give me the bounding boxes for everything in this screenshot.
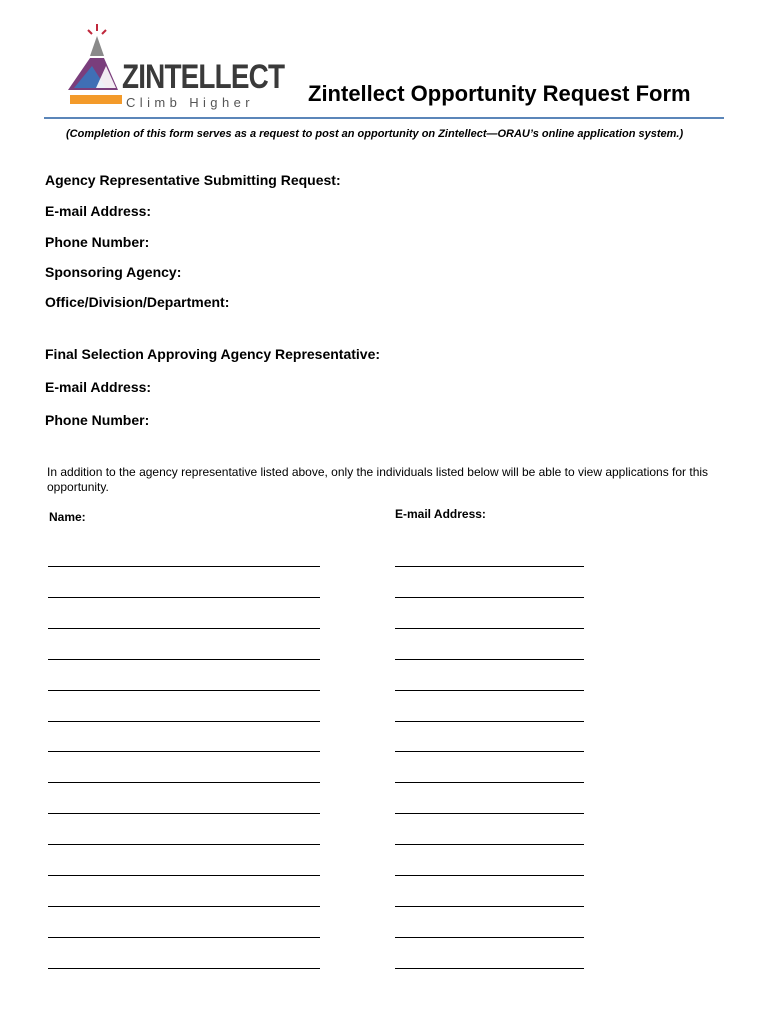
name-entry-line[interactable]	[48, 628, 320, 629]
email-entry-line[interactable]	[395, 875, 584, 876]
final-approver-heading: Final Selection Approving Agency Representative:	[45, 346, 381, 362]
email-entry-line[interactable]	[395, 813, 584, 814]
email-entry-line[interactable]	[395, 659, 584, 660]
name-entry-line[interactable]	[48, 782, 320, 783]
logo-peak	[90, 36, 104, 56]
name-entry-line[interactable]	[48, 566, 320, 567]
name-entry-line[interactable]	[48, 875, 320, 876]
name-entry-line[interactable]	[48, 597, 320, 598]
name-entry-line[interactable]	[48, 690, 320, 691]
email-entry-line[interactable]	[395, 597, 584, 598]
logo-wordmark: ZINTELLECT	[122, 58, 285, 96]
agency-rep-phone-label: Phone Number:	[45, 234, 150, 250]
office-division-label: Office/Division/Department:	[45, 294, 230, 310]
email-entry-line[interactable]	[395, 628, 584, 629]
name-entry-line[interactable]	[48, 721, 320, 722]
agency-rep-heading: Agency Representative Submitting Request:	[45, 172, 341, 188]
name-entry-line[interactable]	[48, 937, 320, 938]
email-entry-line[interactable]	[395, 751, 584, 752]
sponsoring-agency-label: Sponsoring Agency:	[45, 264, 182, 280]
viewers-note: In addition to the agency representative listed above, only the individuals listed below will be able to view applications for this opportunity.	[47, 465, 709, 494]
email-column-header: E-mail Address:	[395, 507, 486, 521]
page-title: Zintellect Opportunity Request Form	[308, 81, 691, 106]
name-entry-line[interactable]	[48, 844, 320, 845]
name-entry-line[interactable]	[48, 659, 320, 660]
name-column-header: Name:	[49, 510, 86, 524]
logo-sparkle	[88, 24, 106, 34]
form-subtitle: (Completion of this form serves as a request to post an opportunity on Zintellect—ORAU’s online application system.)	[66, 128, 684, 140]
zintellect-logo	[66, 22, 285, 112]
email-entry-line[interactable]	[395, 844, 584, 845]
email-entry-line[interactable]	[395, 721, 584, 722]
logo-orange-bar	[70, 95, 122, 104]
email-entry-line[interactable]	[395, 690, 584, 691]
name-entry-line[interactable]	[48, 751, 320, 752]
email-entry-line[interactable]	[395, 968, 584, 969]
email-entry-line[interactable]	[395, 937, 584, 938]
final-approver-phone-label: Phone Number:	[45, 412, 150, 428]
header-divider	[44, 117, 724, 119]
name-entry-line[interactable]	[48, 906, 320, 907]
email-entry-line[interactable]	[395, 782, 584, 783]
name-entry-line[interactable]	[48, 968, 320, 969]
name-entry-line[interactable]	[48, 813, 320, 814]
email-entry-line[interactable]	[395, 566, 584, 567]
email-entry-line[interactable]	[395, 906, 584, 907]
final-approver-email-label: E-mail Address:	[45, 379, 152, 395]
logo-tagline: Climb Higher	[126, 95, 254, 110]
agency-rep-email-label: E-mail Address:	[45, 203, 152, 219]
